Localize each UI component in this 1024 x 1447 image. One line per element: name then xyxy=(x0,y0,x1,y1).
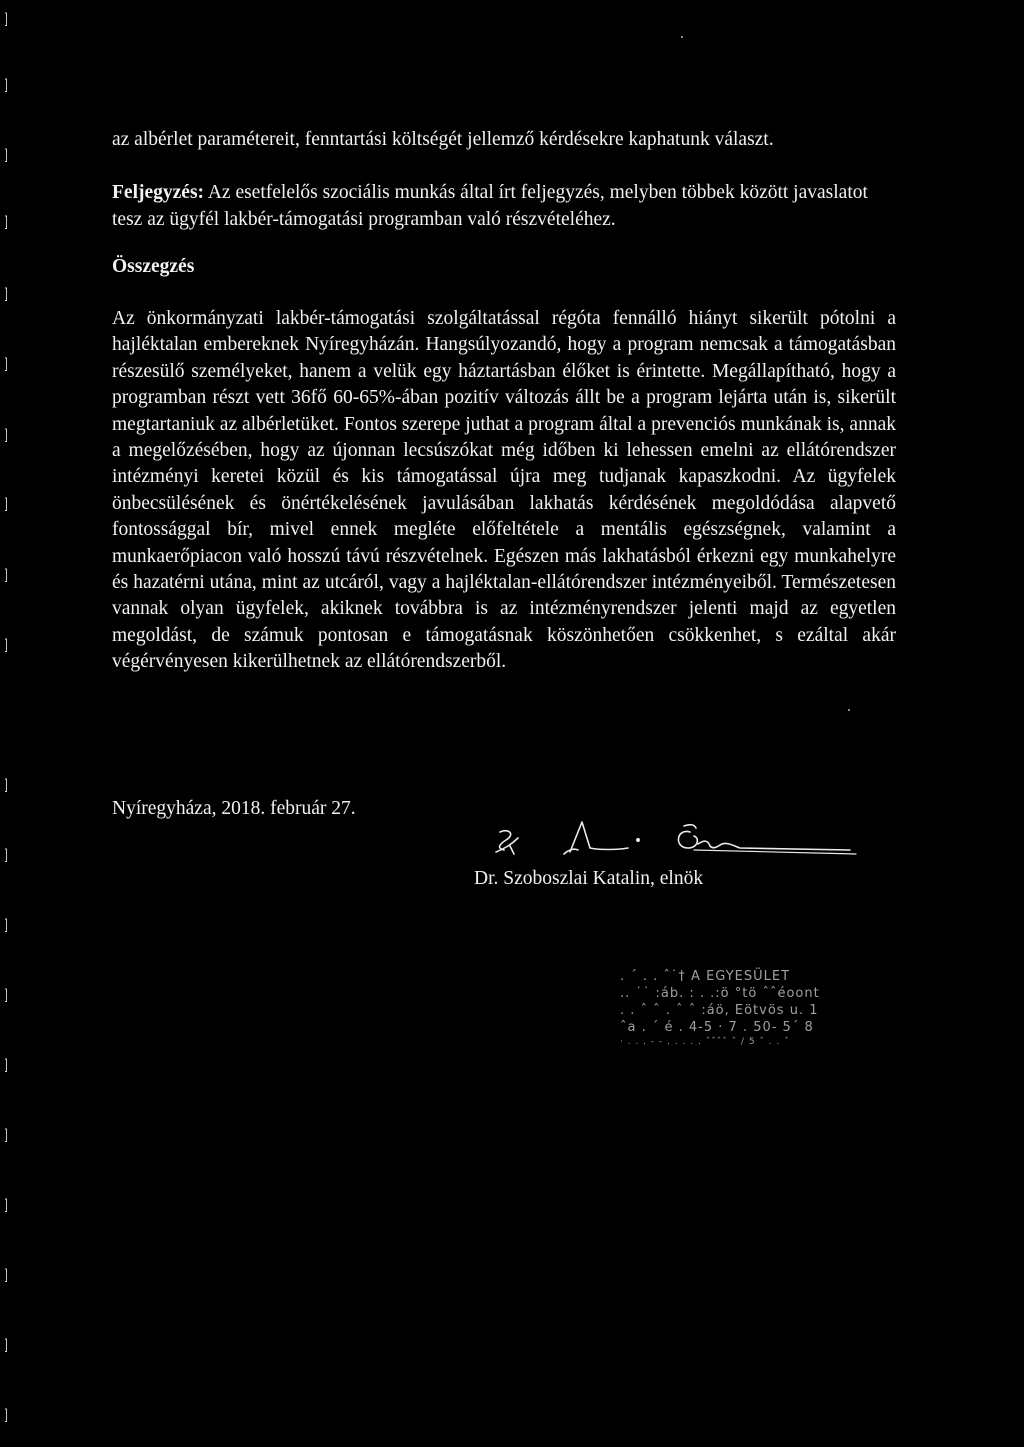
handwritten-signature xyxy=(478,810,858,870)
organization-stamp xyxy=(620,968,860,1058)
margin-mark: ] xyxy=(4,1406,8,1424)
note-paragraph xyxy=(112,179,898,233)
stamp-line: . ´ . . ˆ˙† A EGYESÜLET xyxy=(620,969,791,984)
stamp-line: ˆa . ´ é . 4-5 · 7 . 50- 5´ 8 xyxy=(620,1020,814,1035)
margin-mark: ] xyxy=(4,285,8,303)
margin-mark: ] xyxy=(4,776,8,794)
margin-mark: ] xyxy=(4,1266,8,1284)
margin-mark: ] xyxy=(4,566,8,584)
note-text: Az esetfelelős szociális munkás által írt feljegyzés, melyben többek között javaslatot tesz az ügyfél lakbér-támogatási programban való részvételéhez. xyxy=(112,182,868,230)
margin-mark: ] xyxy=(4,1056,8,1074)
stamp-line: · . . . - - . . . . . ˆˆˆˆ ˆ / 5 ˆ . . ˆ xyxy=(620,1037,790,1047)
margin-mark: ] xyxy=(4,213,8,231)
scan-speck xyxy=(681,36,683,38)
margin-mark: ] xyxy=(4,636,8,654)
stamp-line: . . ˆ ˆ . ˆ ˆ :áö, Eötvös u. 1 xyxy=(620,1003,819,1018)
intro-paragraph: az albérlet paramétereit, fenntartási költségét jellemző kérdésekre kaphatunk választ. xyxy=(112,129,774,150)
margin-mark: ] xyxy=(4,846,8,864)
margin-mark: ] xyxy=(4,76,8,94)
summary-paragraph: Az önkormányzati lakbér-támogatási szolgáltatással régóta fennálló hiányt sikerült pótolni a hajléktalan embereknek Nyíregyházán. Hangsúlyozandó, hogy a program nemcsak a támogatásban részesülő személyeket, hanem a velük egy háztartásban élőket is érintette. Megállapítható, hogy a programban részt vett 36fő 60-65%-ában pozitív változás állt be a program lejárta után is, sikerült megtartaniuk az albérletüket. Fontos szerepe juthat a program által a prevenciós munkának is, annak a megelőzésében, hogy az újonnan lecsúszókat még időben ki lehessen emelni az ellátórendszer intézményi keretei közül és kis támogatással újra meg tudjanak kapaszkodni. Az ügyfelek önbecsülésének és önértékelésének javulásában lakhatás kérdésének megoldódása alapvető fontossággal bír, mivel ennek megléte előfeltétele a mentális egészségnek, valamint a munkaerőpiacon való hosszú távú részvételnek. Egészen más lakhatásból érkezni egy munkahelyre és hazatérni utána, mint az utcáról, vagy a hajléktalan-ellátórendszer intézményeiből. Természetesen vannak olyan ügyfelek, akiknek továbbra is az intézményrendszer jelenti majd az egyetlen megoldást, de számuk pontosan e támogatásnak köszönhetően csökkenhet, s ezáltal akár végérvényesen kikerülhetnek az ellátórendszerből. xyxy=(112,308,896,673)
scan-speck xyxy=(848,709,850,711)
margin-mark: ] xyxy=(4,355,8,373)
margin-mark: ] xyxy=(4,1196,8,1214)
margin-mark: ] xyxy=(4,10,8,28)
margin-mark: ] xyxy=(4,916,8,934)
margin-mark: ] xyxy=(4,146,8,164)
stamp-line: .. ˙˙ :áb. : . .:ö °tö ˆˆéoont xyxy=(620,986,820,1001)
signatory-name: Dr. Szoboszlai Katalin, elnök xyxy=(474,868,704,889)
margin-mark: ] xyxy=(4,495,8,513)
margin-mark: ] xyxy=(4,1126,8,1144)
note-label: Feljegyzés: xyxy=(112,182,205,203)
place-date: Nyíregyháza, 2018. február 27. xyxy=(112,798,356,819)
margin-mark: ] xyxy=(4,986,8,1004)
margin-mark: ] xyxy=(4,426,8,444)
margin-mark: ] xyxy=(4,1336,8,1354)
section-heading: Összegzés xyxy=(112,256,195,277)
